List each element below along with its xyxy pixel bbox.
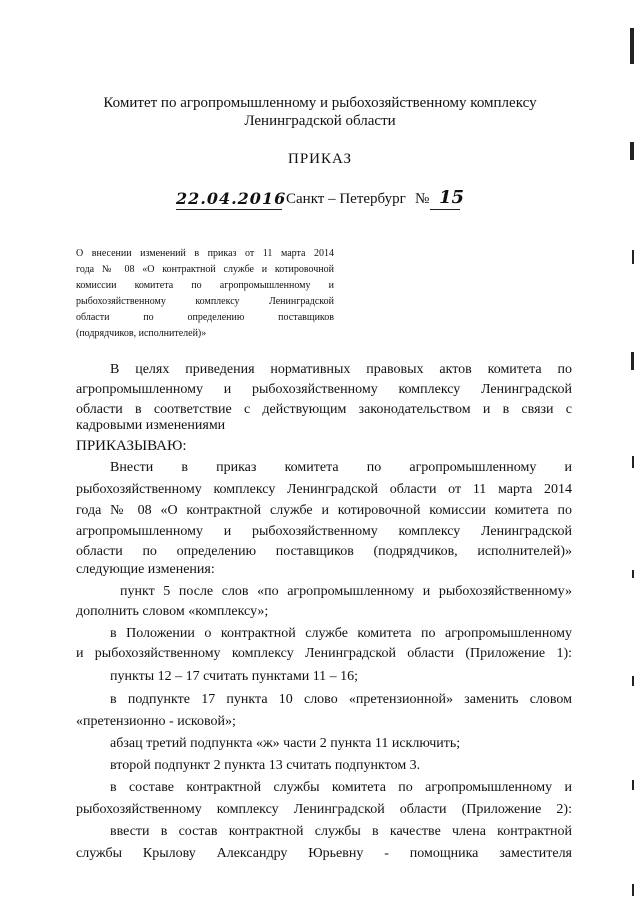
body-line: следующие изменения:	[76, 562, 215, 577]
scan-margin-mark	[632, 250, 634, 264]
scan-margin-mark	[632, 884, 634, 896]
body-line: области в соответствие с действующим законодательством и в связи с	[76, 402, 572, 417]
subject-block	[76, 246, 334, 342]
body-line: В целях приведения нормативных правовых актов комитета по	[110, 362, 572, 377]
date-underline	[176, 209, 282, 210]
body-line: «претензионно - исковой»;	[76, 714, 236, 729]
subject-line: рыбохозяйственному комплексу Ленинградской	[76, 296, 334, 307]
body-line: службы Крылову Александру Юрьевну - помощника заместителя	[76, 846, 572, 861]
body-line: агропромышленному и рыбохозяйственному комплексу Ленинградской	[76, 382, 572, 397]
scan-margin-mark	[630, 28, 634, 64]
scan-margin-mark	[630, 142, 634, 160]
subject-line: О внесении изменений в приказ от 11 марта 2014	[76, 248, 334, 259]
number-sign: №	[415, 191, 430, 207]
body-line: дополнить словом «комплексу»;	[76, 604, 269, 619]
body-line: и рыбохозяйственному комплексу Ленинградской области (Приложение 1):	[76, 646, 572, 661]
body-line: в подпункте 17 пункта 10 слово «претензионной» заменить словом	[110, 692, 572, 707]
handwritten-date: 22.04.2016	[176, 189, 287, 208]
scan-margin-mark	[632, 456, 634, 468]
scan-margin-mark	[631, 352, 634, 370]
order-keyword: ПРИКАЗЫВАЮ:	[76, 438, 187, 454]
body-line: пункты 12 – 17 считать пунктами 11 – 16;	[110, 669, 359, 684]
body-line: в составе контрактной службы комитета по агропромышленному и	[110, 780, 572, 795]
city-name: Санкт – Петербург	[286, 191, 406, 207]
subject-line: комиссии комитета по агропромышленному и	[76, 280, 334, 291]
scan-margin-mark	[632, 780, 634, 790]
subject-line: (подрядчиков, исполнителей)»	[76, 328, 207, 339]
organization-name-line1: Комитет по агропромышленному и рыбохозяйственному комплексу	[103, 95, 537, 111]
body-line: Внести в приказ комитета по агропромышленному и	[110, 460, 572, 475]
body-line: рыбохозяйственному комплексу Ленинградской области от 11 марта 2014	[76, 482, 572, 497]
body-line: кадровыми изменениями	[76, 418, 226, 433]
date-number-line	[176, 187, 476, 215]
body-line: пункт 5 после слов «по агропромышленному и рыбохозяйственному»	[120, 584, 572, 599]
handwritten-number: 15	[439, 187, 465, 208]
scan-margin-mark	[632, 676, 634, 686]
body-line: года № 08 «О контрактной службе и котировочной комиссии комитета по	[76, 503, 572, 518]
subject-line: года № 08 «О контрактной службе и котировочной	[76, 264, 334, 275]
body-line: в Положении о контрактной службе комитета по агропромышленному	[110, 626, 572, 641]
organization-name-line2: Ленинградской области	[244, 113, 396, 129]
document-title: ПРИКАЗ	[288, 151, 352, 167]
body-line: ввести в состав контрактной службы в качестве члена контрактной	[110, 824, 572, 839]
body-line: агропромышленному и рыбохозяйственному комплексу Ленинградской	[76, 524, 572, 539]
body-line: второй подпункт 2 пункта 13 считать подпунктом 3.	[110, 758, 421, 773]
number-underline	[430, 209, 460, 210]
body-line: рыбохозяйственному комплексу Ленинградской области (Приложение 2):	[76, 802, 572, 817]
body-line: абзац третий подпункта «ж» части 2 пункта 11 исключить;	[110, 736, 461, 751]
body-line: области по определению поставщиков (подрядчиков, исполнителей)»	[76, 544, 572, 559]
scan-margin-mark	[632, 570, 634, 578]
subject-line: области по определению поставщиков	[76, 312, 334, 323]
